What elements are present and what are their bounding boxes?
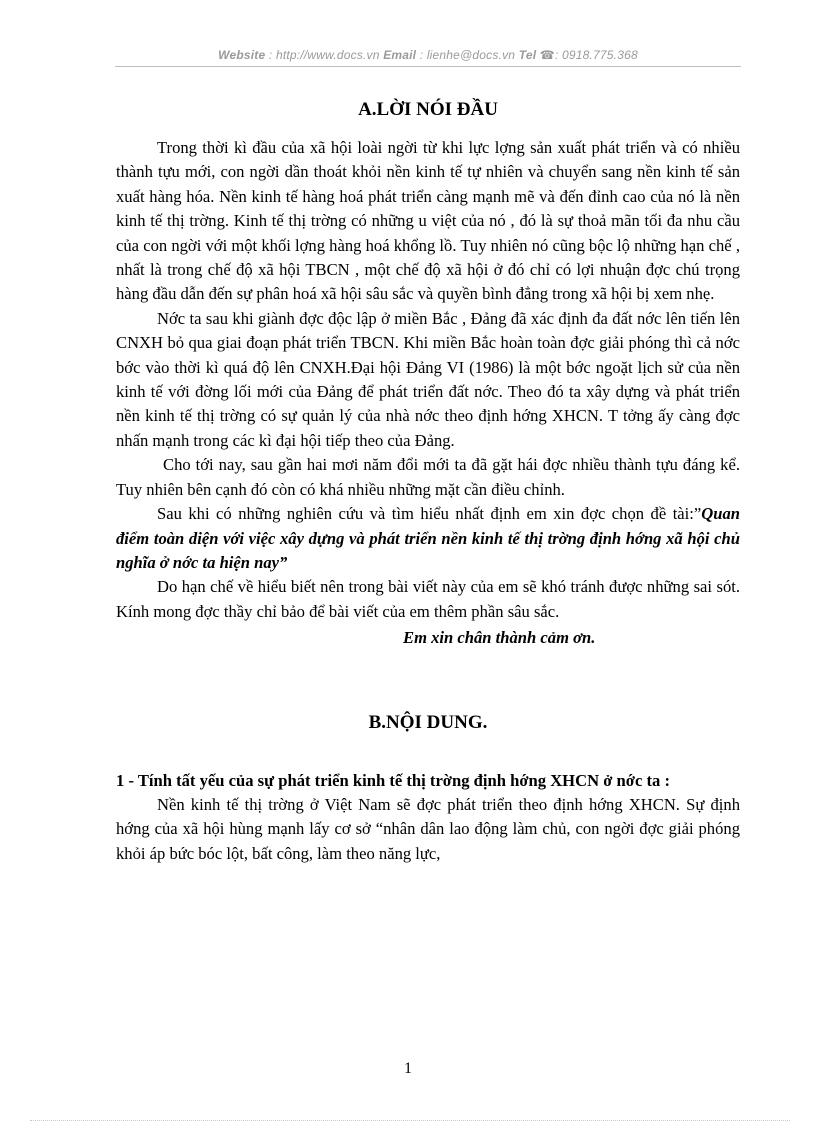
email-value: : lienhe@docs.vn	[419, 48, 516, 62]
intro-paragraph-1: Trong thời kì đầu của xã hội loài ngời từ khi lực lợng sản xuất phát triển và có nhiều thành tựu mới, con ngời dần thoát khỏi nền kinh tế tự nhiên và chuyển sang nền kinh tế sản xuất hàng hóa. Nền kinh tế hàng hoá phát triển càng mạnh mẽ và đến đỉnh cao của nó là nền kinh tế thị trờng. Kinh tế thị trờng có những u việt của nó , đó là sự thoả mãn tối đa nhu cầu của con ngời với một khối lợng hàng hoá khổng lồ. Tuy nhiên nó cũng bộc lộ những hạn chế , nhất là trong chế độ xã hội TBCN , một chế độ xã hội ở đó chỉ có lợi nhuận đợc chú trọng hàng đầu dẫn đến sự phân hoá xã hội sâu sắc và quyền bình đẳng trong xã hội bị xem nhẹ.	[116, 138, 740, 304]
phone-icon: ☎	[539, 48, 555, 62]
thanks-line: Em xin chân thành cảm ơn.	[403, 628, 596, 648]
website-value: : http://www.docs.vn	[268, 48, 380, 62]
intro-paragraph-2: Nớc ta sau khi giành đợc độc lập ở miền Bắc , Đảng đã xác định đa đất nớc lên tiến lên CNXH bỏ qua giai đoạn phát triển TBCN. Khi miền Bắc hoàn toàn đợc giải phóng thì cả nớc bớc vào thời kì quá độ lên CNXH.Đại hội Đảng VI (1986) là một bớc ngoặt lịch sử của nền kinh tế với đờng lối mới của Đảng để phát triển đất nớc. Theo đó ta xây dựng và phát triển nền kinh tế thị trờng có sự quản lý của nhà nớc theo định hớng XHCN. T tởng ấy càng đợc nhấn mạnh trong các kì đại hội tiếp theo của Đảng.	[116, 308, 740, 450]
document-body	[116, 98, 740, 866]
intro-paragraph-3: Cho tới nay, sau gần hai mơi năm đổi mới ta đã gặt hái đợc nhiều thành tựu đáng kể. Tuy nhiên bên cạnh đó còn có khá nhiều những mặt cần điều chỉnh.	[116, 455, 740, 499]
website-label: Website	[218, 48, 266, 62]
topic-title: Quan điểm toàn diện với việc xây dựng và phát triển nền kinh tế thị trờng định hớng xã hội chủ nghĩa ở nớc ta hiện nay”	[116, 504, 740, 572]
email-label: Email	[383, 48, 417, 62]
tel-value: : 0918.775.368	[554, 48, 638, 62]
footer-divider	[30, 1120, 790, 1121]
page-number: 1	[404, 1060, 412, 1077]
page-header	[115, 48, 741, 62]
topic-prefix: Sau khi có những nghiên cứu và tìm hiểu nhất định em xin đợc chọn đề tài:”	[157, 504, 702, 524]
section-b-heading-1: 1 - Tính tất yếu của sự phát triển kinh tế thị trờng định hớng XHCN ở nớc ta :	[116, 770, 670, 790]
header-divider	[115, 66, 741, 67]
section-a-title: A.LỜI NÓI ĐẦU	[358, 99, 498, 120]
tel-label: Tel	[518, 48, 537, 62]
intro-paragraph-5: Do hạn chế về hiểu biết nên trong bài viết này của em sẽ khó tránh được những sai sót. Kính mong đợc thầy chỉ bảo để bài viết của em thêm phần sâu sắc.	[116, 577, 740, 621]
section-b-title: B.NỘI DUNG.	[368, 711, 488, 733]
content-paragraph-1: Nền kinh tế thị trờng ở Việt Nam sẽ đợc phát triển theo định hớng XHCN. Sự định hớng của xã hội hùng mạnh lấy cơ sở “nhân dân lao động làm chủ, con ngời đợc giải phóng khỏi áp bức bóc lột, bất công, làm theo năng lực,	[116, 794, 740, 863]
intro-paragraph-4	[116, 502, 740, 575]
